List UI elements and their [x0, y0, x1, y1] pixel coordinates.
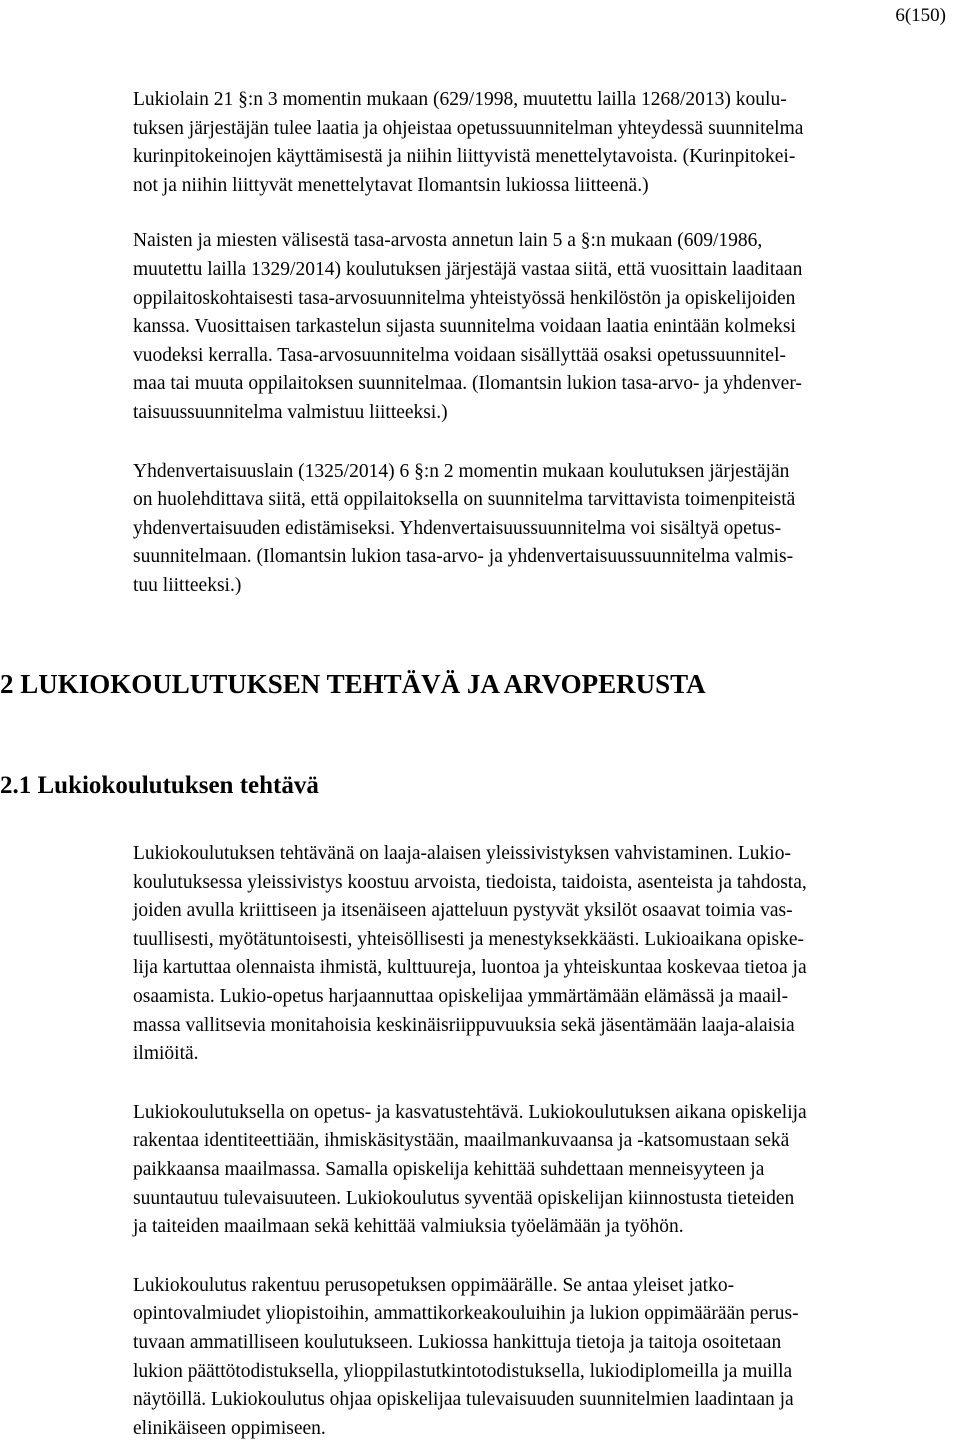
- text-line: oppilaitoskohtaisesti tasa-arvosuunnitelma yhteistyössä henkilöstön ja opiskelijoiden: [133, 287, 796, 309]
- text-line: suunnitelmaan. (Ilomantsin lukion tasa-arvo- ja yhdenvertaisuussuunnitelma valmis-: [133, 546, 794, 568]
- text-line: yhdenvertaisuuden edistämiseksi. Yhdenvertaisuussuunnitelma voi sisältyä opetus-: [133, 517, 782, 539]
- text-line: tuullisesti, myötätuntoisesti, yhteisöllisesti ja menestyksekkäästi. Lukioaikana opiske-: [133, 928, 805, 950]
- text-line: kanssa. Vuosittaisen tarkastelun sijasta suunnitelma voidaan laatia enintään kolmeksi: [133, 316, 796, 338]
- text-line: paikkaansa maailmassa. Samalla opiskelija kehittää suhdettaan menneisyyteen ja: [133, 1158, 765, 1180]
- text-line: Lukiolain 21 §:n 3 momentin mukaan (629/1998, muutettu lailla 1268/2013) koulu-: [133, 89, 787, 110]
- text-line: lija kartuttaa olennaista ihmistä, kulttuureja, luontoa ja yhteiskuntaa koskevaa tietoa ja: [133, 957, 807, 979]
- text-line: maa tai muuta oppilaitoksen suunnitelmaa. (Ilomantsin lukion tasa-arvo- ja yhdenver-: [133, 373, 802, 395]
- paragraph-equality: [133, 227, 960, 427]
- text-line: Lukiokoulutus rakentuu perusopetuksen oppimäärälle. Se antaa yleiset jatko-: [133, 1274, 735, 1296]
- page-number: 6(150): [895, 5, 946, 26]
- text-line: massa vallitsevia monitahoisia keskinäisriippuvuuksia sekä jäsentämään laaja-alaisia: [133, 1014, 795, 1036]
- text-line: rakentaa identiteettiään, ihmiskäsitystään, maailmankuvaansa ja -katsomustaan sekä: [133, 1130, 790, 1152]
- text-line: not ja niihin liittyvät menettelytavat Ilomantsin lukiossa liitteenä.): [133, 174, 649, 196]
- text-line: Naisten ja miesten välisestä tasa-arvosta annetun lain 5 a §:n mukaan (609/1986,: [133, 230, 763, 252]
- chapter-heading: 2 LUKIOKOULUTUKSEN TEHTÄVÄ JA ARVOPERUSTA: [0, 669, 706, 699]
- paragraph-mission: [133, 840, 960, 1069]
- section-body: [133, 840, 960, 1443]
- text-line: koulutuksessa yleissivistys koostuu arvoista, tiedoista, taidoista, asenteista ja tahdosta,: [133, 871, 807, 893]
- text-line: joiden avulla kriittiseen ja itsenäiseen ajatteluun pystyvät yksilöt osaavat toimia vas-: [133, 900, 793, 922]
- text-line: osaamista. Lukio-opetus harjaannuttaa opiskelijaa ymmärtämään elämässä ja maail-: [133, 985, 789, 1007]
- text-line: ja taiteiden maailmaan sekä kehittää valmiuksia työelämään ja työhön.: [133, 1216, 684, 1238]
- text-line: lukion päättötodistuksella, ylioppilastutkintotodistuksella, lukiodiplomeilla ja muilla: [133, 1360, 793, 1382]
- text-line: ilmiöitä.: [133, 1043, 199, 1065]
- text-line: suuntautuu tulevaisuuteen. Lukiokoulutus syventää opiskelijan kiinnostusta tieteiden: [133, 1187, 795, 1209]
- text-line: on huolehdittava siitä, että oppilaitoksella on suunnitelma tarvittavista toimenpiteistä: [133, 489, 796, 511]
- paragraph-discipline: [133, 86, 960, 200]
- text-line: tuu liitteeksi.): [133, 574, 242, 596]
- document-body: [133, 86, 960, 601]
- text-line: Lukiokoulutuksella on opetus- ja kasvatustehtävä. Lukiokoulutuksen aikana opiskelija: [133, 1101, 807, 1123]
- text-line: tuvaan ammatilliseen koulutukseen. Lukiossa hankittuja tietoja ja taitoja osoitetaan: [133, 1331, 782, 1353]
- paragraph-further-studies: [133, 1272, 960, 1443]
- text-line: kurinpitokeinojen käyttämisestä ja niihin liittyvistä menettelytavoista. (Kurinpitokei-: [133, 146, 796, 168]
- text-line: muutettu lailla 1329/2014) koulutuksen järjestäjä vastaa siitä, että vuosittain laaditaan: [133, 258, 803, 280]
- text-line: vuodeksi kerralla. Tasa-arvosuunnitelma voidaan sisällyttää osaksi opetussuunnitel-: [133, 344, 786, 366]
- section-heading: 2.1 Lukiokoulutuksen tehtävä: [0, 772, 319, 799]
- text-line: Yhdenvertaisuuslain (1325/2014) 6 §:n 2 momentin mukaan koulutuksen järjestäjän: [133, 460, 790, 482]
- paragraph-education-task: [133, 1099, 960, 1242]
- text-line: taisuussuunnitelma valmistuu liitteeksi.): [133, 401, 448, 423]
- paragraph-non-discrimination: [133, 458, 960, 601]
- text-line: näytöillä. Lukiokoulutus ohjaa opiskelijaa tulevaisuuden suunnitelmien laadintaan ja: [133, 1389, 794, 1411]
- text-line: Lukiokoulutuksen tehtävänä on laaja-alaisen yleissivistyksen vahvistaminen. Lukio-: [133, 843, 791, 864]
- text-line: elinikäiseen oppimiseen.: [133, 1417, 326, 1439]
- text-line: tuksen järjestäjän tulee laatia ja ohjeistaa opetussuunnitelman yhteydessä suunnitelma: [133, 117, 804, 139]
- text-line: opintovalmiudet yliopistoihin, ammattikorkeakouluihin ja lukion oppimäärään perus-: [133, 1303, 799, 1325]
